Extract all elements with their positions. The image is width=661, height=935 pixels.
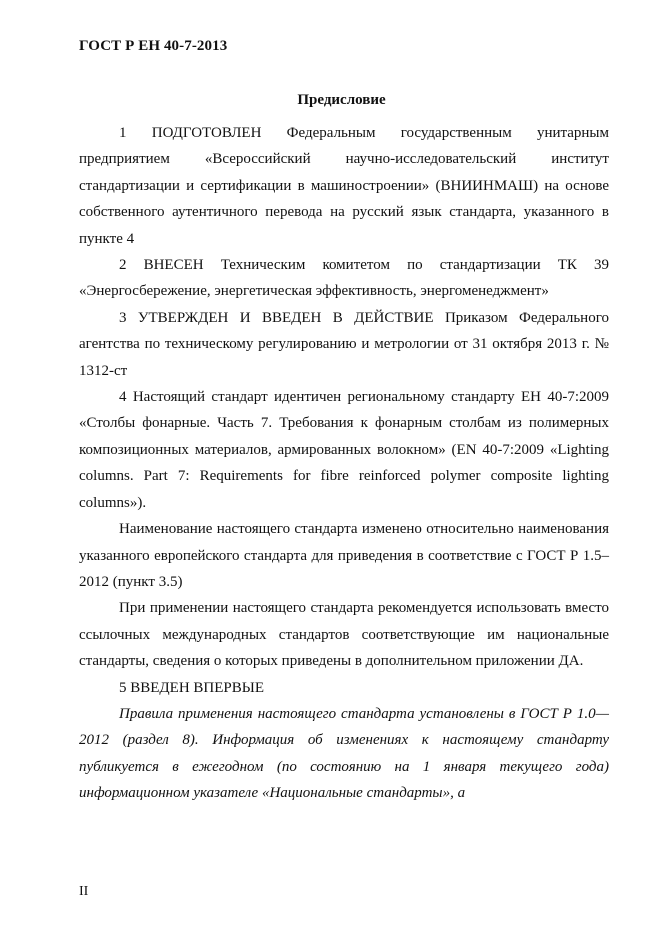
section-title: Предисловие	[297, 92, 386, 108]
paragraph-identical-standard: 4 Настоящий стандарт идентичен региональному стандарту ЕН 40-7:2009 «Столбы фонарные. Часть 7. Требования к фонарным столбам из полимерных композиционных материалов, армированных волокном» (EN 40-7:2009 «Lighting columns. Part 7: Requirements for fibre reinforced polymer composite lighting columns»).	[79, 389, 609, 511]
paragraph-national-standards: При применении настоящего стандарта рекомендуется использовать вместо ссылочных международных стандартов соответствующие им национальные стандарты, сведения о которых приведены в дополнительном приложении ДА.	[79, 600, 609, 670]
document-body	[79, 120, 609, 807]
document-header: ГОСТ Р ЕН 40-7-2013	[79, 38, 228, 54]
paragraph-submitted-by: 2 ВНЕСЕН Техническим комитетом по стандартизации ТК 39 «Энергосбережение, энергетическая эффективность, энергоменеджмент»	[79, 257, 609, 300]
paragraph-application-rules: Правила применения настоящего стандарта установлены в ГОСТ Р 1.0—2012 (раздел 8). Информация об изменениях к настоящему стандарту публикуется в ежегодном (по состоянию на 1 января текущего года) информационном указателе «Национальные стандарты», а	[79, 705, 609, 802]
paragraph-introduced-first: 5 ВВЕДЕН ВПЕРВЫЕ	[119, 679, 264, 696]
paragraph-prepared-by: 1 ПОДГОТОВЛЕН Федеральным государственным унитарным предприятием «Всероссийский научно-исследовательский институт стандартизации и сертификации в машиностроении» (ВНИИНМАШ) на основе собственного аутентичного перевода на русский язык стандарта, указанного в пункте 4	[79, 125, 609, 247]
paragraph-name-changed: Наименование настоящего стандарта изменено относительно наименования указанного европейского стандарта для приведения в соответствие с ГОСТ Р 1.5–2012 (пункт 3.5)	[79, 521, 609, 590]
paragraph-approved: 3 УТВЕРЖДЕН И ВВЕДЕН В ДЕЙСТВИЕ Приказом Федерального агентства по техническому регулированию и метрологии от 31 октября 2013 г. № 1312-ст	[79, 309, 609, 379]
page-number: II	[79, 884, 89, 899]
